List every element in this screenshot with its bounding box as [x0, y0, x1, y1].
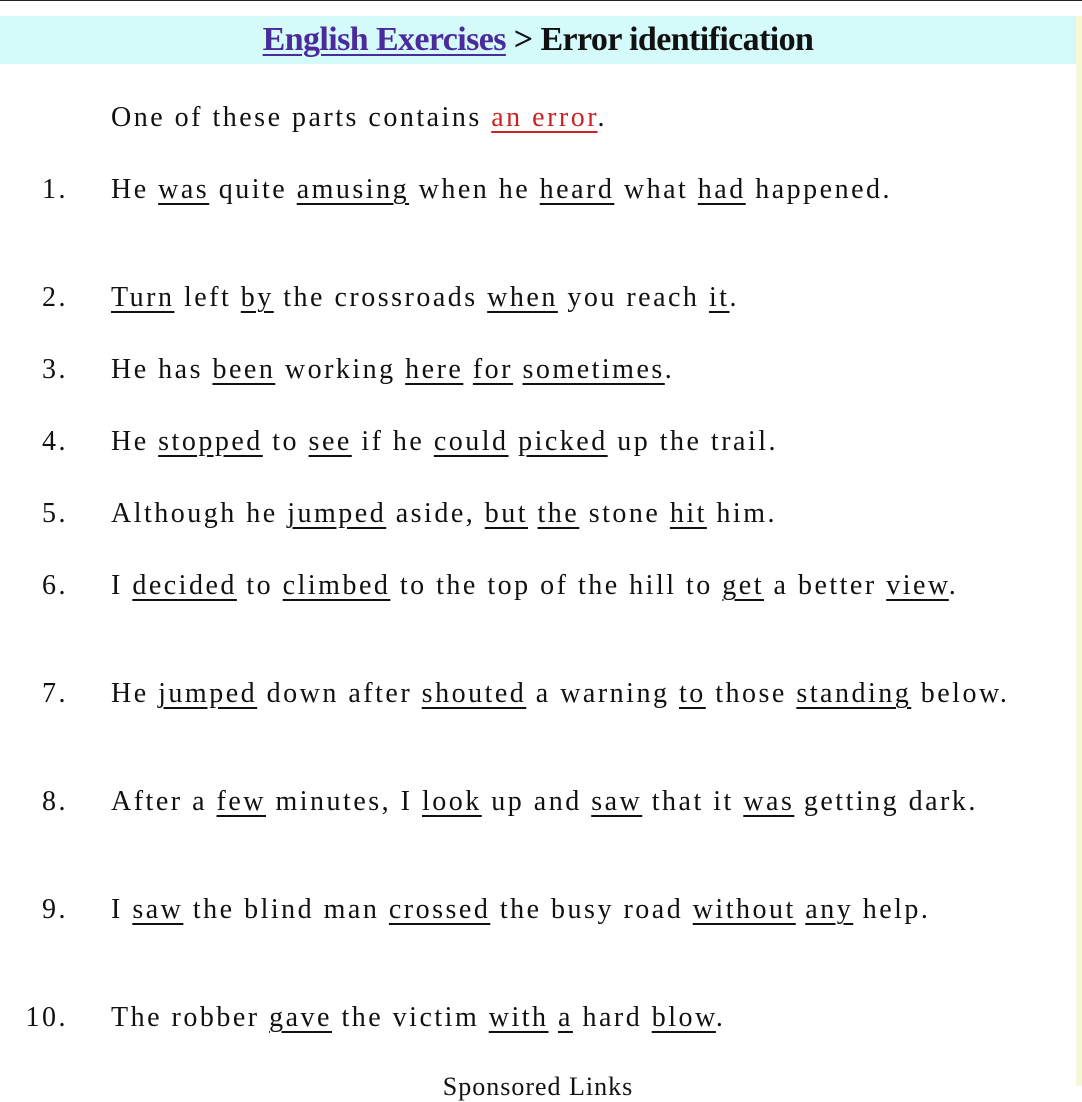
error-help-link[interactable]: an error	[491, 102, 598, 133]
question-text-segment: The robber	[111, 1002, 270, 1033]
instructions-prefix: One of these parts contains	[111, 102, 492, 133]
question-text	[111, 172, 1056, 208]
question-text-segment: stone	[579, 498, 670, 529]
question-text-segment: him.	[706, 498, 777, 529]
underlined-part[interactable]: few	[216, 786, 266, 817]
question-number: 9.	[42, 894, 68, 925]
page-title: Error identification	[540, 21, 814, 58]
underlined-part[interactable]: shouted	[421, 678, 527, 709]
right-edge-stripe	[1076, 16, 1082, 1086]
underlined-part[interactable]: hit	[669, 498, 707, 529]
underlined-part[interactable]: amusing	[296, 174, 410, 205]
underlined-part[interactable]: standing	[796, 678, 912, 709]
question-number: 1.	[42, 174, 68, 205]
question-text-segment: the crossroads	[273, 282, 488, 313]
question-text-segment	[513, 354, 523, 385]
question-number: 6.	[42, 570, 68, 601]
underlined-part[interactable]: sometimes	[522, 354, 665, 385]
underlined-part[interactable]: look	[422, 786, 482, 817]
question-text-segment: He	[111, 174, 159, 205]
instructions	[111, 100, 607, 136]
question-text-segment: minutes, I	[266, 786, 422, 817]
question-text-segment	[463, 354, 473, 385]
question-text-segment: .	[715, 1002, 726, 1033]
underlined-part[interactable]: had	[697, 174, 746, 205]
question-text-segment	[796, 894, 806, 925]
question-text	[111, 892, 1056, 928]
question-text-segment: a warning	[526, 678, 679, 709]
underlined-part[interactable]: see	[308, 426, 352, 457]
question-text	[111, 352, 1056, 388]
sponsored-links-heading: Sponsored Links	[442, 1072, 634, 1101]
top-divider	[0, 0, 1082, 1]
underlined-part[interactable]: could	[433, 426, 509, 457]
question-text-segment: aside,	[386, 498, 485, 529]
question-number: 7.	[42, 678, 68, 709]
question-number: 4.	[42, 426, 68, 457]
question-text-segment: you reach	[557, 282, 709, 313]
underlined-part[interactable]: any	[805, 894, 854, 925]
question-text-segment: hard	[572, 1002, 652, 1033]
underlined-part[interactable]: it	[708, 282, 730, 313]
underlined-part[interactable]: a	[558, 1002, 573, 1033]
instructions-suffix: .	[597, 102, 608, 133]
question-text-segment: After a	[111, 786, 217, 817]
question-text	[111, 1000, 1056, 1036]
question-text-segment: I	[111, 570, 133, 601]
question-number: 10.	[25, 1002, 68, 1033]
underlined-part[interactable]: with	[488, 1002, 549, 1033]
question-text-segment: quite	[209, 174, 297, 205]
question-text-segment: to	[236, 570, 283, 601]
question-text-segment: getting dark.	[794, 786, 978, 817]
underlined-part[interactable]: without	[692, 894, 796, 925]
underlined-part[interactable]: when	[487, 282, 558, 313]
question-text-segment: those	[705, 678, 797, 709]
underlined-part[interactable]: gave	[269, 1002, 332, 1033]
question-text-segment: working	[275, 354, 406, 385]
underlined-part[interactable]: view	[886, 570, 949, 601]
underlined-part[interactable]: jumped	[287, 498, 387, 529]
question-text-segment: that it	[642, 786, 744, 817]
question-text-segment: .	[948, 570, 959, 601]
underlined-part[interactable]: stopped	[158, 426, 263, 457]
underlined-part[interactable]: Turn	[111, 282, 175, 313]
underlined-part[interactable]: saw	[591, 786, 643, 817]
underlined-part[interactable]: but	[484, 498, 529, 529]
question-number: 3.	[42, 354, 68, 385]
question-text-segment: to	[262, 426, 309, 457]
question-text-segment: help.	[853, 894, 931, 925]
question-text	[111, 424, 1056, 460]
underlined-part[interactable]: for	[472, 354, 514, 385]
question-text-segment: .	[729, 282, 739, 313]
question-text-segment: what	[614, 174, 698, 205]
question-number: 2.	[42, 282, 68, 313]
question-text-segment	[549, 1002, 559, 1033]
underlined-part[interactable]: climbed	[282, 570, 391, 601]
question-text-segment: the blind man	[183, 894, 389, 925]
question-number: 5.	[42, 498, 68, 529]
question-text-segment: when he	[409, 174, 540, 205]
question-text	[111, 568, 1056, 604]
underlined-part[interactable]: saw	[132, 894, 184, 925]
underlined-part[interactable]: been	[212, 354, 276, 385]
question-text-segment	[528, 498, 538, 529]
question-text-segment: the victim	[331, 1002, 489, 1033]
question-text-segment: .	[664, 354, 675, 385]
underlined-part[interactable]: picked	[518, 426, 608, 457]
underlined-part[interactable]: the	[537, 498, 580, 529]
breadcrumb-link-english-exercises[interactable]: English Exercises	[262, 21, 506, 58]
question-text-segment	[509, 426, 519, 457]
question-text	[111, 496, 1056, 532]
question-text-segment: down after	[257, 678, 422, 709]
question-text-segment: Although he	[111, 498, 288, 529]
underlined-part[interactable]: to	[678, 678, 706, 709]
underlined-part[interactable]: decided	[132, 570, 237, 601]
underlined-part[interactable]: blow	[651, 1002, 716, 1033]
question-text-segment: the busy road	[490, 894, 693, 925]
question-text	[111, 280, 1056, 316]
question-text	[111, 784, 1056, 820]
underlined-part[interactable]: crossed	[388, 894, 491, 925]
question-text-segment: up and	[481, 786, 592, 817]
page-header	[0, 16, 1076, 64]
underlined-part[interactable]: was	[158, 174, 210, 205]
underlined-part[interactable]: heard	[539, 174, 615, 205]
underlined-part[interactable]: was	[743, 786, 795, 817]
breadcrumb-separator: >	[505, 21, 541, 58]
question-text-segment: He	[111, 426, 159, 457]
question-text-segment: happened.	[745, 174, 893, 205]
underlined-part[interactable]: get	[722, 570, 765, 601]
question-text-segment: left	[174, 282, 241, 313]
underlined-part[interactable]: by	[240, 282, 274, 313]
question-text-segment: He has	[111, 354, 213, 385]
question-text-segment: a better	[764, 570, 887, 601]
question-number: 8.	[42, 786, 68, 817]
question-text-segment: below.	[911, 678, 1010, 709]
question-text-segment: up the trail.	[607, 426, 778, 457]
underlined-part[interactable]: jumped	[158, 678, 258, 709]
question-text	[111, 676, 1056, 712]
underlined-part[interactable]: here	[405, 354, 464, 385]
question-text-segment: to the top of the hill to	[390, 570, 723, 601]
question-text-segment: He	[111, 678, 159, 709]
question-text-segment: if he	[351, 426, 434, 457]
question-text-segment: I	[111, 894, 133, 925]
